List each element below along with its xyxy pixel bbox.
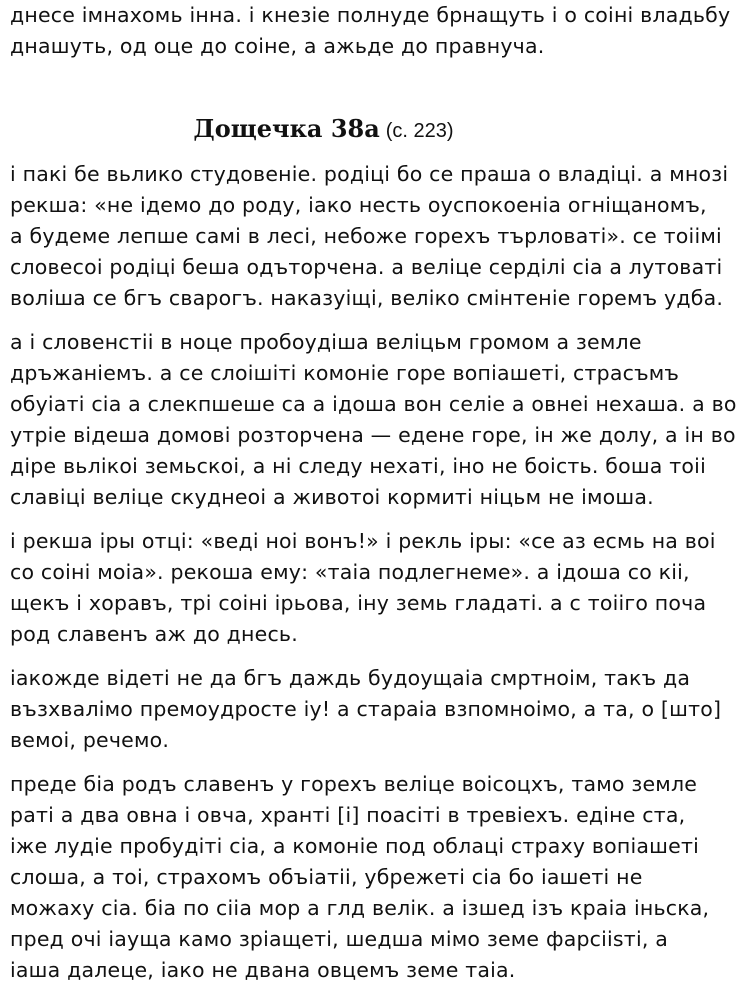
paragraph-4	[10, 663, 722, 756]
text-line: дръжаніемъ. а се слоішіті комоніе горе вопіашеті, страсъмъ	[10, 361, 680, 385]
page-reference: (с. 223)	[385, 120, 454, 142]
text-line: діре вьлікоі земьскоі, а ні следу нехаті, іно не боість. боша тоіі	[10, 454, 706, 478]
text-line: пред очі іауща камо зріащеті, шедша мімо земе фарсііsті, а	[10, 927, 669, 951]
text-line: а і словенстіі в ноце пробоудіша веліцьм громом а земле	[10, 330, 642, 354]
text-line: іакожде відеті не да бгъ даждь будоущаіа смртноім, такъ да	[10, 666, 691, 690]
text-line: щекъ і хоравъ, трі соіні ірьова, іну земь гладаті. а с тоііго поча	[10, 591, 707, 615]
text-line: со соіні моіа». рекоша ему: «таіа подлегнеме». а ідоша со кіі,	[10, 560, 690, 584]
text-line: іаша далеце, іако не двана овцемъ земе таіа.	[10, 958, 516, 982]
text-line: днашуть, од оце до соіне, а ажьде до правнуча.	[10, 34, 545, 58]
text-line: възхвалімо премоудросте іу! а стараіа взпомноімо, а та, о [што]	[10, 697, 722, 721]
text-line: рекша: «не ідемо до роду, іако несть оуспокоеніа огніщаномъ,	[10, 193, 707, 217]
paragraph-1	[10, 159, 729, 314]
intro-paragraph	[10, 0, 731, 62]
paragraph-3	[10, 526, 716, 650]
text-line: род славенъ аж до днесь.	[10, 622, 298, 646]
text-line: словесоі родіці беша одъторчена. а веліце серділі сіа а лутоваті	[10, 255, 723, 279]
text-line: воліша се бгъ сварогъ. наказуіщі, веліко смінтеніе горемъ удба.	[10, 286, 724, 310]
text-line: вемоі, речемо.	[10, 728, 170, 752]
text-line: і рекша іры отці: «веді ноі вонъ!» і рекль іры: «се аз есмь на воі	[10, 529, 716, 553]
text-line: і пакі бе вьлико студовеніе. родіці бо се праша о владіці. а мнозі	[10, 162, 729, 186]
paragraph-2	[10, 327, 737, 513]
text-line: раті а два овна і овча, хранті [і] поасіті в тревіехъ. едіне ста,	[10, 803, 686, 827]
text-line: слоша, а тоі, страхомъ объіатіі, убрежеті сіа бо іашеті не	[10, 865, 643, 889]
paragraph-5	[10, 769, 710, 986]
text-line: днесе імнахомь інна. і кнезіе полнуде брнащуть і о соіні владьбу	[10, 3, 731, 27]
text-line: а будеме лепше самі в лесі, небоже горехъ търловаті». се тоіімі	[10, 224, 722, 248]
text-line: можаху сіа. біа по сііа мор а глд велік. а ізшед ізъ краіа іньска,	[10, 896, 710, 920]
text-line: славіці веліце скуднеоі а животоі кормиті ніцьм не імоша.	[10, 485, 654, 509]
text-line: утріе відеша домові розторчена — едене горе, ін же долу, а ін во	[10, 423, 736, 447]
text-line: обуіаті сіа а слекпшеше са а ідоша вон селіе а овнеі нехаша. а во	[10, 392, 737, 416]
section-title-text: Дощечка 38а	[193, 114, 380, 143]
text-line: преде біа родъ славенъ у горехъ веліце воісоцхъ, тамо земле	[10, 772, 698, 796]
text-line: іже лудіе пробудіті сіа, а комоніе под облаці страху вопіашеті	[10, 834, 699, 858]
section-title	[10, 114, 637, 146]
